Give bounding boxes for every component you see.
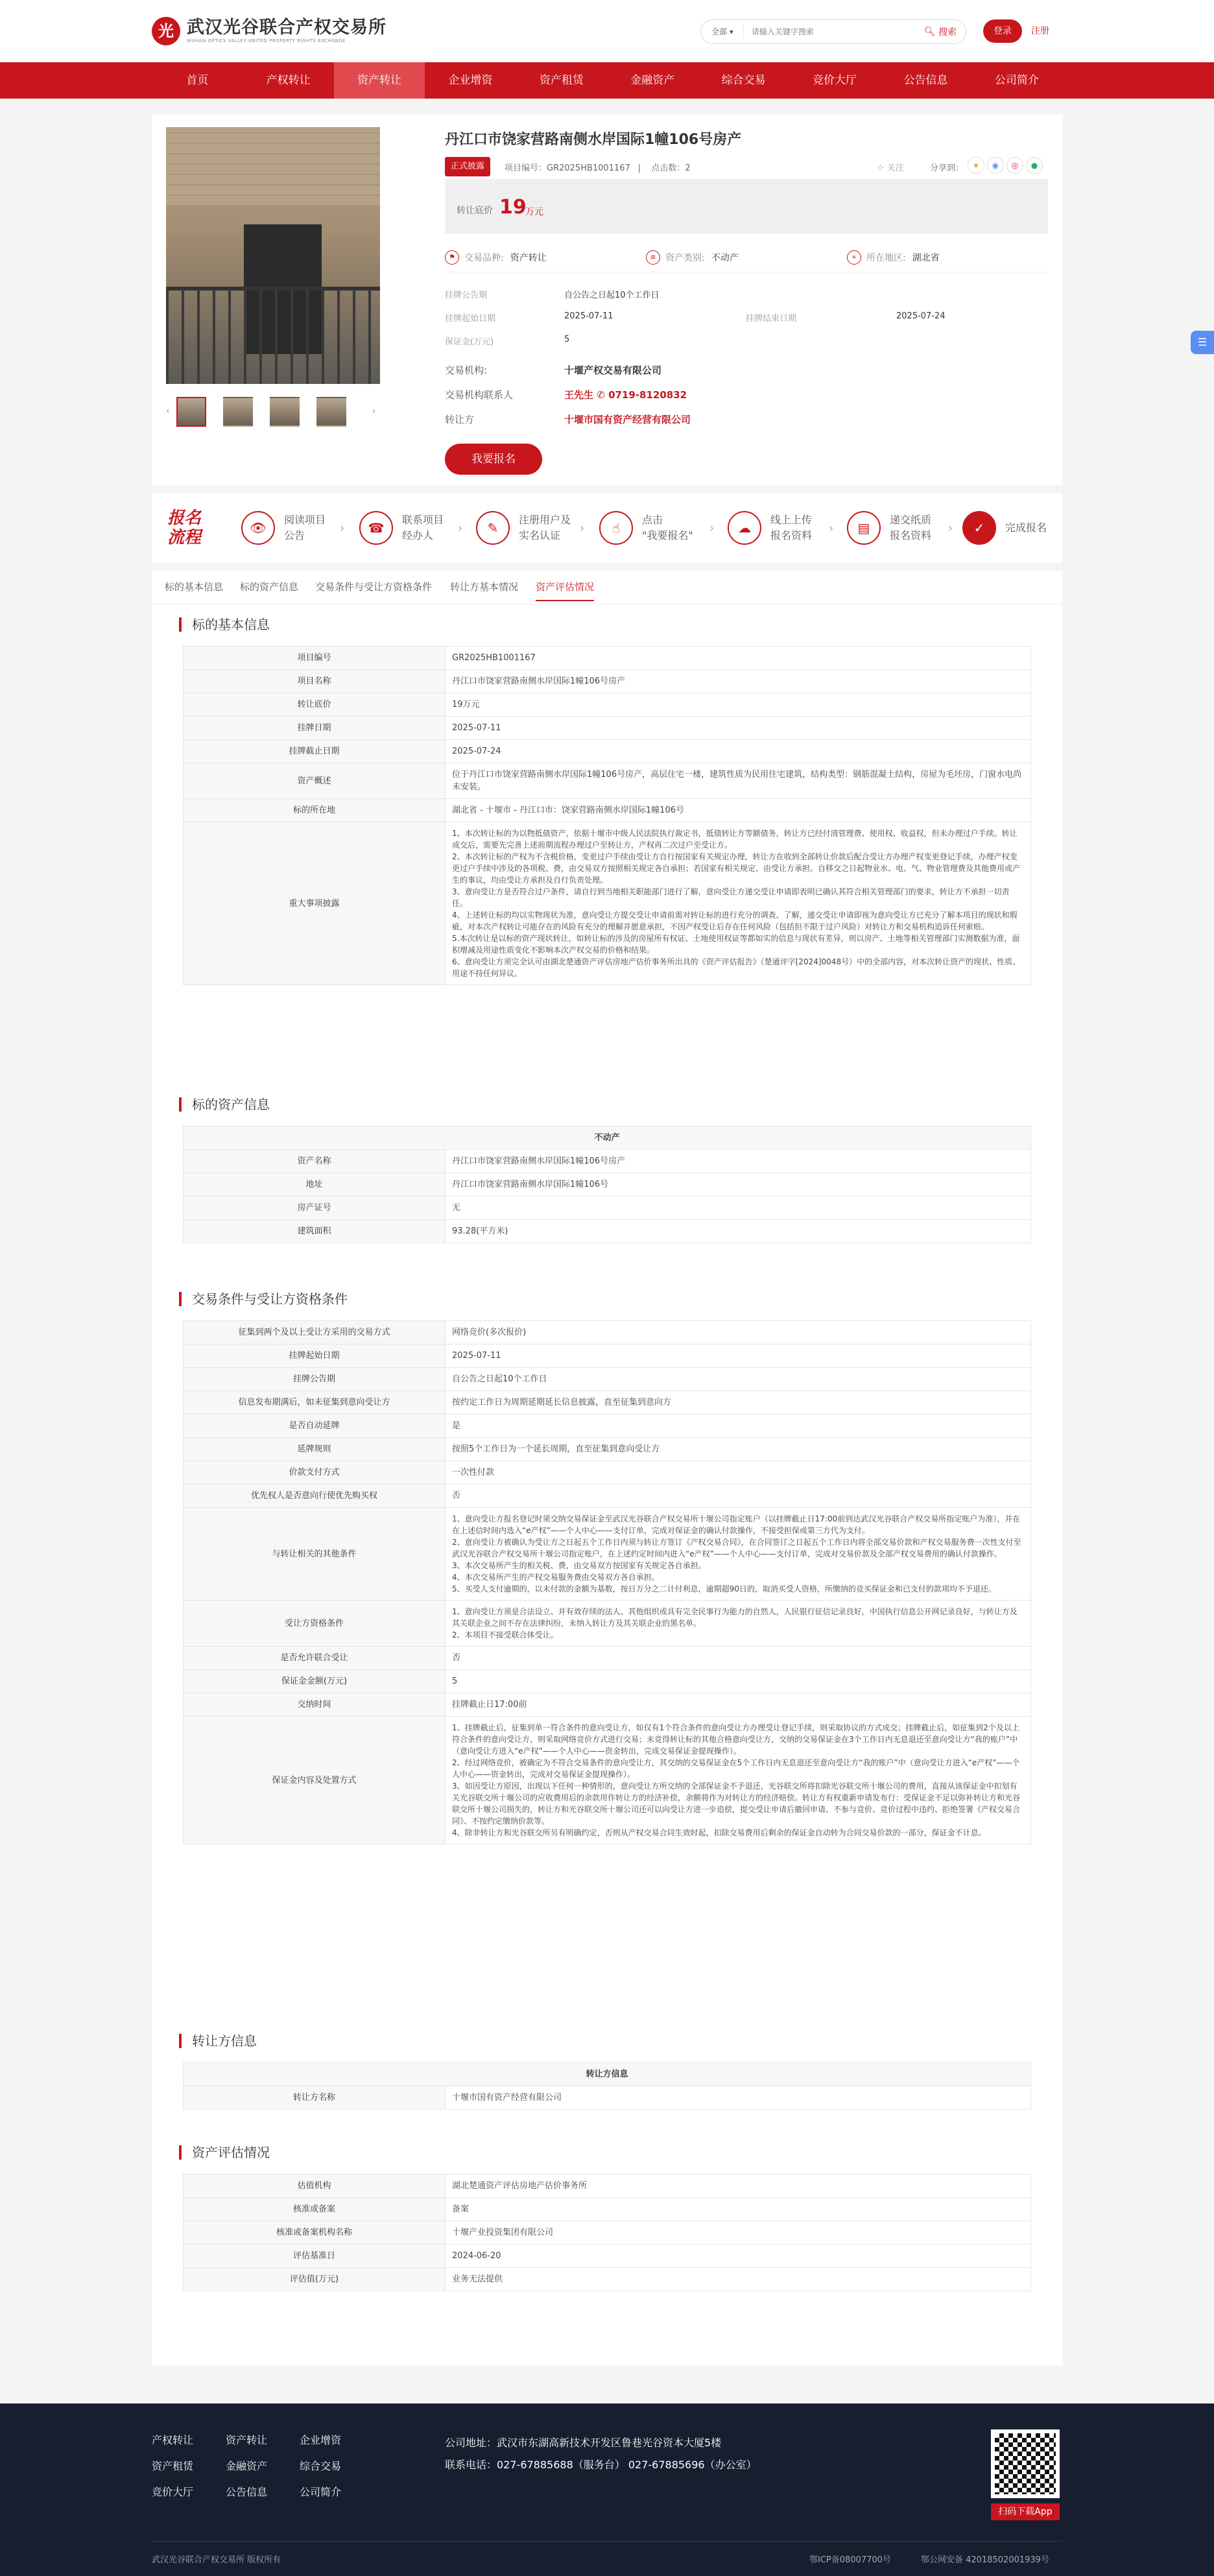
- search-box: [700, 19, 966, 44]
- qzone-share-icon[interactable]: ★: [968, 157, 984, 174]
- table-row: 是否允许联合受让 否: [184, 1647, 1031, 1670]
- document-icon: ▤: [847, 511, 881, 545]
- login-button[interactable]: 登录: [983, 19, 1022, 43]
- copyright: 武汉光谷联合产权交易所 版权所有: [152, 2555, 281, 2565]
- price-value: 19: [499, 196, 527, 219]
- nav-item-financial[interactable]: 金融资产: [630, 74, 675, 87]
- hand-pointer-icon: ☝: [599, 511, 633, 545]
- chevron-right-icon: ›: [340, 521, 345, 535]
- seller-table: [183, 2062, 1031, 2110]
- table-row: 受让方资格条件 1、意向受让方须是合法设立、并有效存续的法人、其他组织或具有完全民事行为能力的自然人，人民银行征信记录良好，中国执行信息公开网记录良好，与转让方及其关联企业之间不存在法律纠纷，未纳入转让方及其关联企业的黑名单。 2、本项目不接受联合体受让。: [184, 1601, 1031, 1647]
- nav-item-equity[interactable]: 产权转让: [266, 74, 311, 87]
- weibo-share-icon[interactable]: ◎: [1006, 157, 1023, 174]
- table-row: 转让方信息: [184, 2063, 1031, 2086]
- chevron-right-icon: ›: [948, 521, 953, 535]
- project-detail-card: [152, 114, 1062, 485]
- nav-item-lease[interactable]: 资产租赁: [539, 74, 584, 87]
- thumbnail[interactable]: [176, 397, 206, 427]
- asset-type: ≡ 资产类别: 不动产: [646, 250, 739, 265]
- footer-divider: [152, 2541, 1062, 2542]
- footer: [0, 2403, 1214, 2576]
- nav-item-asset-transfer[interactable]: 资产转让: [334, 62, 425, 99]
- section-title: 转让方信息: [179, 2034, 257, 2048]
- icp-link[interactable]: 鄂ICP备08007700号: [809, 2555, 891, 2565]
- end-date-label: 挂牌结束日期: [746, 314, 797, 324]
- nav-item-home[interactable]: 首页: [186, 74, 209, 87]
- deposit-value: 5: [564, 335, 570, 344]
- footer-link[interactable]: 资产租赁: [152, 2460, 194, 2472]
- table-row: 项目名称 丹江口市饶家营路南侧水岸国际1幢106号房产: [184, 670, 1031, 693]
- footer-link[interactable]: 综合交易: [300, 2460, 342, 2472]
- main-nav: [0, 62, 1214, 99]
- exchange-org: 交易机构: 十堰产权交易有限公司: [445, 364, 662, 376]
- price-label: 转让底价: [457, 206, 493, 216]
- chevron-left-icon[interactable]: ‹: [166, 406, 170, 416]
- table-row: 信息发布期满后，如未征集到意向受让方 按约定工作日为周期延期延长信息披露，直至征集到意向方: [184, 1391, 1031, 1414]
- view-count: 点击数：2: [651, 163, 691, 173]
- end-date: 2025-07-24: [896, 311, 946, 321]
- footer-link[interactable]: 竞价大厅: [152, 2486, 194, 2498]
- table-row: 价款支付方式 一次性付款: [184, 1461, 1031, 1485]
- thumbnail-strip: [166, 397, 380, 428]
- nav-item-about[interactable]: 公司简介: [994, 74, 1039, 87]
- footer-link[interactable]: 金融资产: [226, 2460, 268, 2472]
- chevron-right-icon[interactable]: ›: [372, 406, 376, 416]
- table-row: 项目编号 GR2025HB1001167: [184, 647, 1031, 670]
- follow-button[interactable]: ☆ 关注: [877, 163, 904, 173]
- nav-item-auction[interactable]: 竞价大厅: [813, 74, 857, 87]
- section-title: 交易条件与受让方资格条件: [179, 1292, 348, 1306]
- process-step: ✓ 完成报名: [962, 511, 1047, 545]
- chevron-right-icon: ›: [458, 521, 463, 535]
- process-step: ✎ 注册用户及 实名认证: [476, 511, 571, 545]
- layers-icon: ≡: [646, 250, 660, 265]
- section-title: 标的基本信息: [179, 617, 270, 632]
- process-step: ☎ 联系项目 经办人: [359, 511, 444, 545]
- announce-period-label: 挂牌公告期: [445, 291, 488, 300]
- tab-asset-info[interactable]: 标的资产信息: [240, 581, 299, 593]
- table-row: 征集到两个及以上受让方采用的交易方式 网络竞价(多次报价): [184, 1321, 1031, 1344]
- table-row: 资产概述 位于丹江口市饶家营路南侧水岸国际1幢106号房产，高层住宅一楼，建筑性质为民用住宅建筑，结构类型：钢筋混凝土结构，房屋为毛坯房，门窗水电尚未安装。: [184, 763, 1031, 799]
- table-row: 保证金内容及处置方式 1、挂牌截止后，征集到单一符合条件的意向受让方，如仅有1个符合条件的意向受让方办理受让登记手续，则采取协议的方式成交；挂牌截止后，如征集到2个及以上符合条件的意向受让方，则采取网络竞价方式进行交易；未竞得转让标的其他合格意向受让方，交纳的交易保证金在3个工作日内无息退还至意向受让方“我的账户”中（意向受让方进入“e产权”——个人中心——资金转出，完成交易保证金提现操作）。 2、经过网络竞价，被确定为不符合交易条件的意向受让方，其交纳的交易保证金在5个工作日内无息退还至意向受让方“我的账户”中（意向受让方进入“e产权”——个人中心——资金转出，完成对交易保证金提现操作）。 3、如因受让方原因，出现以下任何一种情形的，意向受让方所交纳的全部保证金不予退还，光谷联交所将扣除光谷联交所十堰公司的费用，直接从该保证金中扣划有关光谷联交所十堰公司的应收费用后的余款用作转让方的经济补偿，余额将作为对转让方的经济赔偿。转让方有权重新申请发布行：受保证金不足以弥补转让方和光谷联交所十堰公司损失的，转让方和光谷联交所十堰公司还可以向受让方进一步追偿，提交受让申请后撤回申请、不参与竞价、竞价过程中违约、拒绝签署《产权交易合同》、不按约定缴纳价款等。 4、除非转让方和光谷联交所另有明确约定，否则从产权交易合同生效时起，扣除交易费用后剩余的保证金自动转为合同交易价款的一部分，保证金不计息。: [184, 1717, 1031, 1844]
- check-icon: ✓: [962, 511, 996, 545]
- table-row: 资产名称 丹江口市饶家营路南侧水岸国际1幢106号房产: [184, 1150, 1031, 1173]
- cloud-upload-icon: ☁: [728, 511, 761, 545]
- search-button[interactable]: 🔍︎ 搜索: [923, 27, 957, 38]
- table-row: 地址 丹江口市饶家营路南侧水岸国际1幢106号: [184, 1173, 1031, 1197]
- site-name: 武汉光谷联合产权交易所: [187, 18, 387, 38]
- nav-item-integrated[interactable]: 综合交易: [721, 74, 766, 87]
- chevron-right-icon: ›: [580, 521, 585, 535]
- wechat-share-icon[interactable]: ●: [1026, 157, 1043, 174]
- nav-item-announcements[interactable]: 公告信息: [903, 74, 948, 87]
- footer-link[interactable]: 资产转让: [226, 2434, 268, 2446]
- process-step: ☁ 线上上传 报名资料: [728, 511, 812, 545]
- announce-period: 自公告之日起10个工作日: [564, 291, 660, 300]
- status-badge: 正式披露: [445, 157, 490, 176]
- footer-link[interactable]: 公司简介: [300, 2486, 342, 2498]
- project-title: 丹江口市饶家营路南侧水岸国际1幢106号房产: [445, 132, 742, 148]
- table-row: 标的所在地 湖北省 - 十堰市 - 丹江口市：饶家营路南侧水岸国际1幢106号: [184, 799, 1031, 822]
- table-row: 估值机构 湖北楚通资产评估房地产估价事务所: [184, 2175, 1031, 2198]
- search-icon: 🔍︎: [923, 27, 936, 37]
- tab-basic-info[interactable]: 标的基本信息: [165, 581, 224, 593]
- seller-name: 十堰市国有资产经营有限公司: [564, 414, 691, 425]
- tag-icon: ⚑: [445, 250, 459, 265]
- table-row: 转让方名称 十堰市国有资产经营有限公司: [184, 2086, 1031, 2110]
- phone-icon: ✆: [597, 389, 605, 401]
- process-step: ☝ 点击 "我要报名": [599, 511, 693, 545]
- section-title: 标的资产信息: [179, 1097, 270, 1112]
- share-label: 分享到：: [930, 163, 964, 173]
- thumbnail[interactable]: [223, 397, 253, 427]
- search-category-select[interactable]: 全部 ▾: [701, 25, 744, 38]
- exchange-org-name: 十堰产权交易有限公司: [564, 364, 662, 376]
- table-row: 转让底价 19万元: [184, 693, 1031, 717]
- seller-info: 转让方 十堰市国有资产经营有限公司: [445, 414, 691, 425]
- start-date: 2025-07-11: [564, 311, 613, 321]
- table-row: 不动产: [184, 1127, 1031, 1150]
- search-input[interactable]: [744, 21, 915, 43]
- process-step: ▤ 递交纸质 报名资料: [847, 511, 931, 545]
- app-download-label[interactable]: 扫码下载App: [991, 2503, 1060, 2520]
- chevron-right-icon: ›: [829, 521, 834, 535]
- app-qr-code: [991, 2429, 1060, 2498]
- contact-phone: 0719-8120832: [608, 389, 687, 401]
- footer-link[interactable]: 产权转让: [152, 2434, 194, 2446]
- register-link[interactable]: 注册: [1031, 26, 1049, 36]
- price-unit: 万元: [525, 207, 543, 217]
- qq-share-icon[interactable]: ◉: [987, 157, 1004, 174]
- table-row: 挂牌截止日期 2025-07-24: [184, 740, 1031, 763]
- table-row: 核准或备案机构名称 十堰产业投资集团有限公司: [184, 2221, 1031, 2245]
- section-title: 资产评估情况: [179, 2145, 270, 2160]
- detail-tabs: [152, 571, 1062, 604]
- thumbnail[interactable]: [316, 397, 346, 427]
- table-row: 评估值(万元) 业务无法提供: [184, 2268, 1031, 2291]
- footer-link[interactable]: 公告信息: [226, 2486, 268, 2498]
- site-name-en: WUHAN OPTICS VALLEY UNITED PROPERTY RIGHTS EXCHANGE: [187, 38, 346, 43]
- company-contact: [445, 2432, 757, 2476]
- location-icon: ⌖: [847, 250, 861, 265]
- main-property-photo[interactable]: [166, 127, 380, 384]
- table-row: 重大事项披露 1、本次转让标的为以物抵债资产，依据十堰市中级人民法院执行裁定书，抵债转让方等额债务，转让方已经付清管理费、使用权、收益权，但未办理过户手续。转让成交后，需要先完善上述前期流程办理过户至转让方，产权再二次过户至受让方。 2、本次转让标的产权为不含税价格，变更过户手续由受让方自行按国家有关规定办理，转让方在收到全部转让价款后配合受让方办理产权变更登记手续，办理产权变更过户手续中涉及的各项税、费，由交易双方按照相关规定各自承担；若国家有相关规定，由受让方承担。自移交之日起物业水、电、气、物业管理费及其他费用或产生的事议，均由受让方承担及自行负责处理。 3、意向受让方是否符合过户条件，请自行到当地相关职能部门进行了解，意向受让方递交受让申请即表明已确认其符合相关管理部门的要求，转让方不承担一切责任。 4、上述转让标的均以实物现状为准，意向受让方提交受让申请前需对转让标的进行充分的调查、了解，递交受让申请即视为意向受让方已充分了解本项目的现状和瑕疵，对本次产权转让可能存在的风险有充分的理解并愿意承担，不因产权受让后存在任何风险（包括但不限于过户风险）对转让方和交易机构追诉任何索赔。 5.本次转让是以标的资产现状转让，如转让标的涉及的房屋所有权证、土地使用权证等都如实的信息与现状有差异，则以房产、土地等相关管理部门实测数据为准，面积增减及用途性质变化不影响本次产权交易的价格和结果。 6、意向受让方须完全认可由湖北楚通资产评估房地产估价事务所出具的《资产评估报告》（楚通评字[2024]0048号）中的全部内容，对本次转让资产的现状、性质、用途不持任何异议。: [184, 822, 1031, 985]
- start-date-label: 挂牌起始日期: [445, 314, 496, 324]
- logo-icon: 光: [152, 17, 180, 45]
- table-row: 与转让相关的其他条件 1、意向受让方报名登记时须交纳交易保证金至武汉光谷联合产权交易所十堰公司指定账户（以挂牌截止日17:00前到达武汉光谷联合产权交易所指定账户为准），并在在上述信时间内选入“e产权”——个人中心——支付订单，完成对保证金的确认付款操作，不接受担保或第三方代为支付。 2、意向受让方被确认为受让方之日起五个工作日内须与转让方签订《产权交易合同》，在合同签订之日起五个工作日内将全部交易价款和产权交易服务费一次性支付至武汉光谷联合产权交易所十堰公司指定账户，在上述约定时间内进入“e产权”——个人中心——支付订单，完成对交易价款及全部产权交易费用的确认付款操作。 3、本次交易所产生的相关税、费，由交易双方按国家有关规定各自承担。 4、本次交易所产生的产权交易服务费由交易双方各自承担。 5、买受人支付逾期的，以未付款的金额为基数，按日万分之二计付利息，逾期超90日的，取消买受人资格，所缴纳的竞买保证金和已支付的款项均不予退还。: [184, 1508, 1031, 1601]
- region: ⌖ 所在地区: 湖北省: [847, 250, 940, 265]
- apply-button[interactable]: 我要报名: [445, 444, 542, 475]
- asset-info-table: [183, 1126, 1031, 1243]
- phone-icon: ☎: [359, 511, 393, 545]
- table-row: 挂牌起始日期 2025-07-11: [184, 1344, 1031, 1368]
- chevron-right-icon: ›: [709, 521, 715, 535]
- police-record-link[interactable]: 鄂公网安备 42018502001939号: [921, 2555, 1049, 2565]
- float-menu-icon[interactable]: ☰: [1191, 331, 1214, 354]
- process-step: 👁 阅读项目 公告: [241, 511, 326, 545]
- deposit-label: 保证金(万元): [445, 337, 494, 347]
- site-logo[interactable]: [152, 17, 387, 45]
- table-row: 挂牌公告期 自公告之日起10个工作日: [184, 1368, 1031, 1391]
- basic-info-table: [183, 646, 1031, 985]
- table-row: 挂牌日期 2025-07-11: [184, 717, 1031, 740]
- thumbnail[interactable]: [270, 397, 300, 427]
- company-address: 公司地址：武汉市东湖高新技术开发区鲁巷光谷资本大厦5楼: [445, 2437, 722, 2449]
- project-attributes: [445, 241, 1048, 272]
- footer-link[interactable]: 企业增资: [300, 2434, 342, 2446]
- price-box: [445, 179, 1048, 233]
- table-row: 延牌规则 按照5个工作日为一个延长周期，直至征集到意向受让方: [184, 1438, 1031, 1461]
- detail-content: [152, 604, 1062, 2366]
- registration-process: [152, 493, 1062, 563]
- nav-item-capital-increase[interactable]: 企业增资: [448, 74, 493, 87]
- tab-appraisal[interactable]: 资产评估情况: [536, 580, 594, 601]
- id-card-icon: ✎: [476, 511, 510, 545]
- project-code: 项目编号：GR2025HB1001167: [505, 163, 630, 173]
- table-row: 交纳时间 挂牌截止日17:00前: [184, 1693, 1031, 1717]
- trade-type: ⚑ 交易品种: 资产转让: [445, 250, 547, 265]
- table-row: 建筑面积 93.28(平方米): [184, 1220, 1031, 1243]
- process-title: 报名 流程: [167, 508, 202, 547]
- contact-name: 王先生: [564, 389, 594, 401]
- top-header: [0, 0, 1214, 62]
- tab-seller[interactable]: 转让方基本情况: [450, 581, 519, 593]
- contact-info: 交易机构联系人 王先生 ✆ 0719-8120832: [445, 389, 687, 401]
- project-meta: 项目编号：GR2025HB1001167 | 点击数：2: [505, 163, 691, 173]
- company-phone: 联系电话：027-67885688（服务台） 027-67885696（办公室）: [445, 2459, 757, 2471]
- table-row: 保证金金额(万元) 5: [184, 1670, 1031, 1693]
- table-row: 核准或备案 备案: [184, 2198, 1031, 2221]
- share-icons: [968, 157, 1043, 174]
- table-row: 房产证号 无: [184, 1197, 1031, 1220]
- appraisal-table: [183, 2174, 1031, 2291]
- table-row: 评估基准日 2024-06-20: [184, 2245, 1031, 2268]
- table-row: 是否自动延牌 是: [184, 1414, 1031, 1438]
- conditions-table: [183, 1320, 1031, 1844]
- contact: [564, 388, 687, 401]
- eye-icon: 👁: [241, 511, 275, 545]
- tab-conditions[interactable]: 交易条件与受让方资格条件: [315, 581, 433, 593]
- table-row: 优先权人是否意向行使优先购买权 否: [184, 1485, 1031, 1508]
